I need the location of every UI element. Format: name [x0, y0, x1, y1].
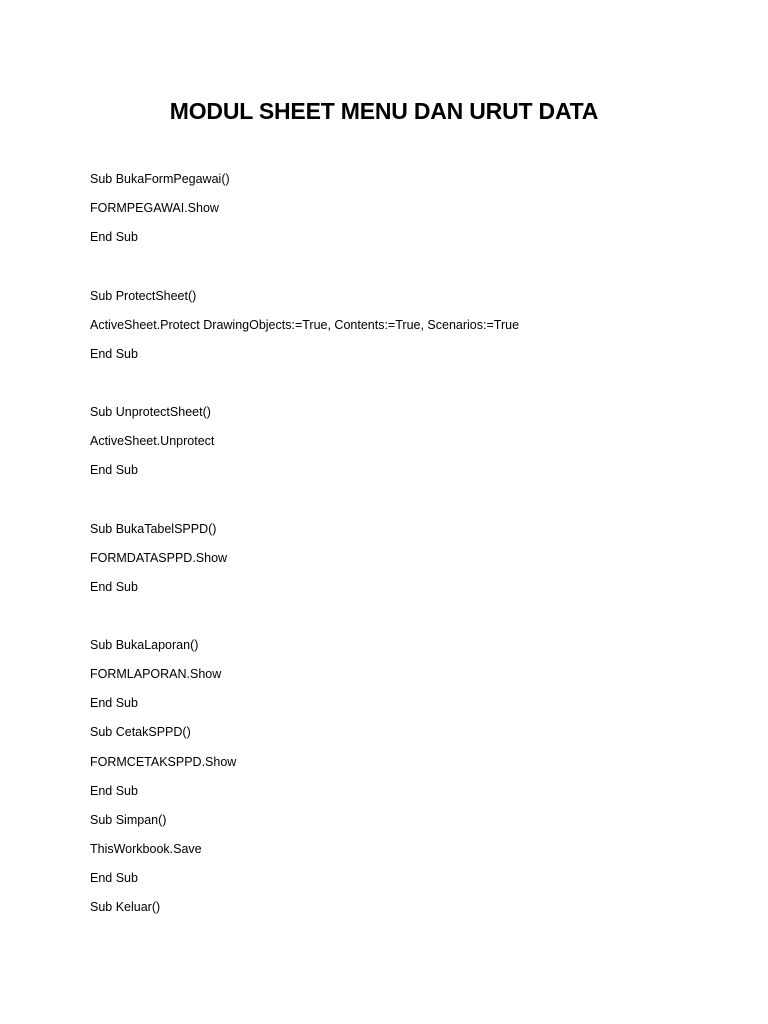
- document-title: MODUL SHEET MENU DAN URUT DATA: [169, 98, 599, 124]
- code-line: ActiveSheet.Unprotect: [90, 434, 215, 448]
- code-line: ActiveSheet.Protect DrawingObjects:=True, Contents:=True, Scenarios:=True: [90, 318, 520, 332]
- code-line: Sub ProtectSheet(): [90, 289, 197, 303]
- code-line: End Sub: [90, 696, 138, 710]
- code-line: Sub Simpan(): [90, 813, 167, 827]
- code-line: Sub BukaFormPegawai(): [90, 172, 230, 186]
- code-line: FORMDATASPPD.Show: [90, 551, 228, 565]
- code-line: End Sub: [90, 463, 138, 477]
- code-line: Sub UnprotectSheet(): [90, 405, 211, 419]
- code-line: Sub Keluar(): [90, 900, 161, 914]
- code-line: FORMPEGAWAI.Show: [90, 201, 219, 215]
- code-line: ThisWorkbook.Save: [90, 842, 202, 856]
- code-line: FORMCETAKSPPD.Show: [90, 755, 237, 769]
- code-line: Sub BukaLaporan(): [90, 638, 199, 652]
- code-line: Sub CetakSPPD(): [90, 725, 191, 739]
- code-line: Sub BukaTabelSPPD(): [90, 522, 217, 536]
- code-line: End Sub: [90, 230, 138, 244]
- code-line: End Sub: [90, 580, 138, 594]
- code-line: End Sub: [90, 347, 138, 361]
- code-line: End Sub: [90, 784, 138, 798]
- code-line: FORMLAPORAN.Show: [90, 667, 222, 681]
- code-line: End Sub: [90, 871, 138, 885]
